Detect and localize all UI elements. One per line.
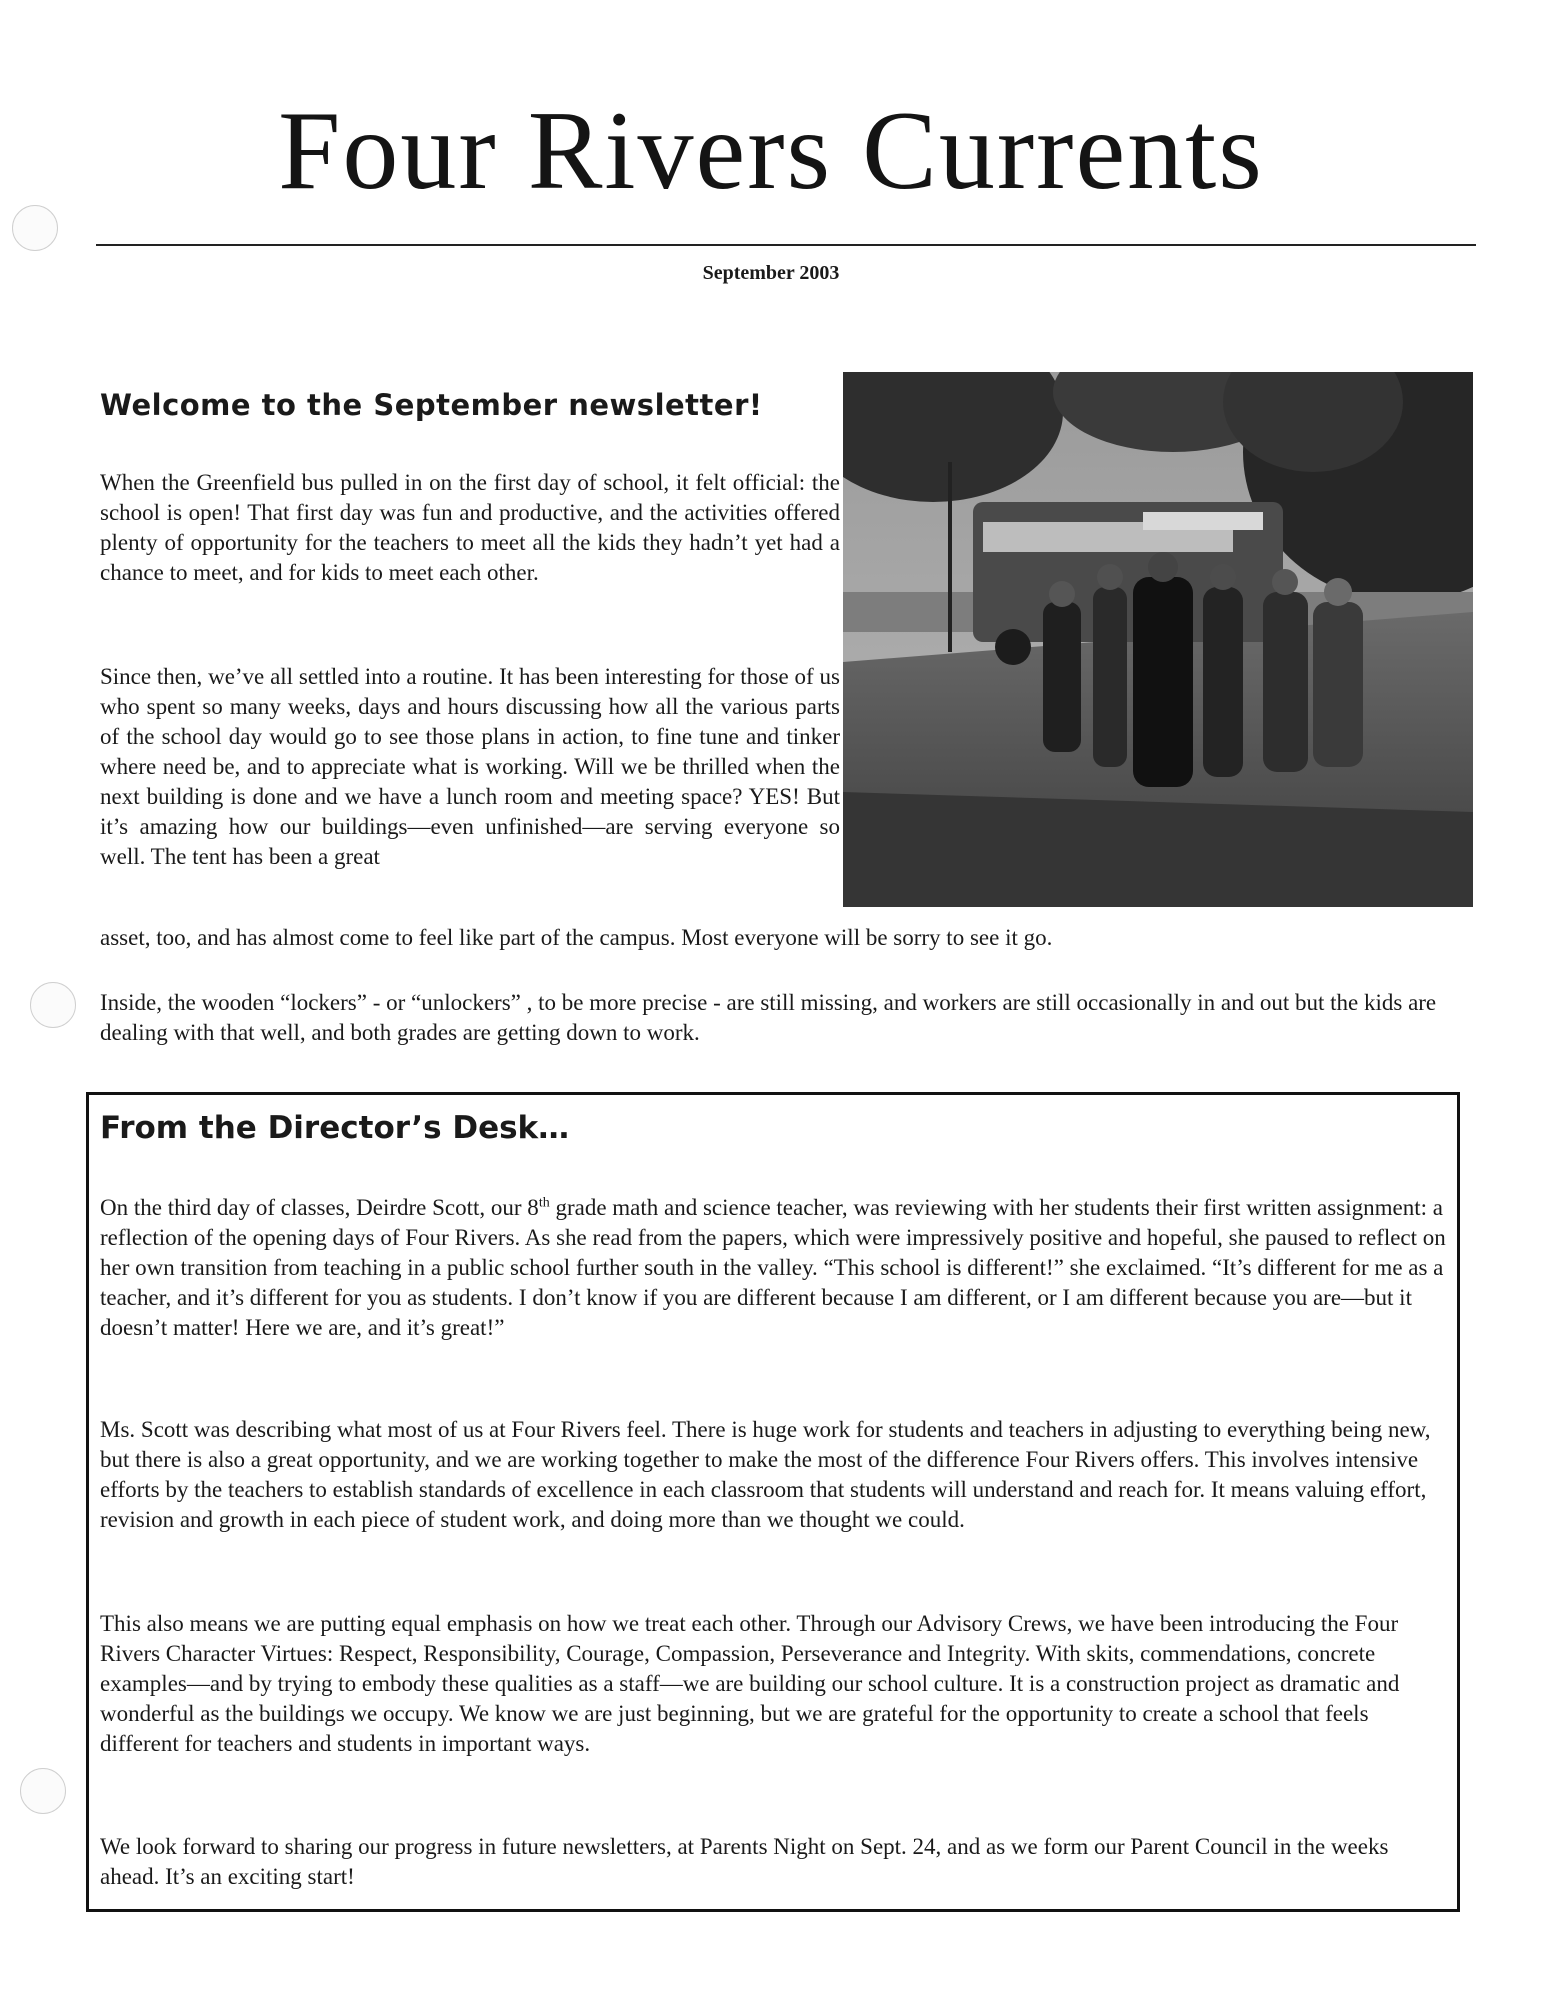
issue-date: September 2003: [702, 262, 840, 284]
punch-hole-bottom: [20, 1768, 66, 1814]
welcome-heading: Welcome to the September newsletter!: [100, 388, 763, 422]
punch-hole-middle: [30, 982, 76, 1028]
school-bus-photo: [843, 372, 1473, 907]
welcome-paragraph-1: When the Greenfield bus pulled in on the first day of school, it felt official: the school is open! That first day was fun and productive, and the activities offered plenty of opportunity for the teachers to meet all the kids they hadn’t yet had a chance to meet, and for kids to meet each other.: [100, 470, 840, 585]
welcome-paragraph-3: Inside, the wooden “lockers” - or “unlockers” , to be more precise - are still missing, and workers are still occasionally in and out but the kids are dealing with that well, and both grades are getting down to work.: [100, 990, 1437, 1045]
ordinal-suffix: th: [538, 1195, 550, 1211]
punch-hole-top: [12, 205, 58, 251]
director-paragraph-3: This also means we are putting equal emphasis on how we treat each other. Through our Advisory Crews, we have been introducing the Four Rivers Character Virtues: Respect, Responsibility, Courage, Compassion, Perseverance and Integrity. With skits, commendations, concrete examples—and by trying to embody these qualities as a staff—we are building our school culture. It is a construction project as dramatic and wonderful as the buildings we occupy. We know we are just beginning, but we are grateful for the opportunity to create a school that feels different for teachers and students in important ways.: [100, 1611, 1400, 1756]
director-paragraph-1: [100, 1193, 1450, 1343]
masthead-rule: [96, 244, 1476, 246]
director-p1-rest: grade math and science teacher, was reviewing with her students their first written assignment: a reflection of the opening days of Four Rivers. As she read from the papers, which were impressively positive and hopeful, she paused to reflect on her own transition from teaching in a public school further south in the valley. “This school is different!” she exclaimed. “It’s different for me as a teacher, and it’s different for you as students. I don’t know if you are different because I am different, or I am different because you are—but it doesn’t matter! Here we are, and it’s great!”: [100, 1195, 1446, 1340]
director-paragraph-4: We look forward to sharing our progress in future newsletters, at Parents Night on Sept. 24, and as we form our Parent Council in the weeks ahead. It’s an exciting start!: [100, 1834, 1389, 1889]
director-paragraph-2: Ms. Scott was describing what most of us at Four Rivers feel. There is huge work for students and teachers in adjusting to everything being new, but there is also a great opportunity, and we are working together to make the most of the difference Four Rivers offers. This involves intensive efforts by the teachers to establish standards of excellence in each classroom that students will understand and reach for. It means valuing effort, revision and growth in each piece of student work, and doing more than we thought we could.: [100, 1417, 1431, 1532]
newsletter-title: Four Rivers Currents: [278, 89, 1264, 213]
welcome-paragraph-2: Since then, we’ve all settled into a routine. It has been interesting for those of us who spent so many weeks, days and hours discussing how all the various parts of the school day would go to see those plans in action, to fine tune and tinker where need be, and to appreciate what is working. Will we be thrilled when the next building is done and we have a lunch room and meeting space? YES! But it’s amazing how our buildings—even unfinished—are serving everyone so well. The tent has been a great: [100, 664, 840, 869]
director-p1-start: On the third day of classes, Deirdre Scott, our 8: [100, 1195, 539, 1220]
welcome-paragraph-2-continued: asset, too, and has almost come to feel like part of the campus. Most everyone will be sorry to see it go.: [100, 925, 1053, 950]
director-heading: From the Director’s Desk…: [100, 1110, 570, 1146]
